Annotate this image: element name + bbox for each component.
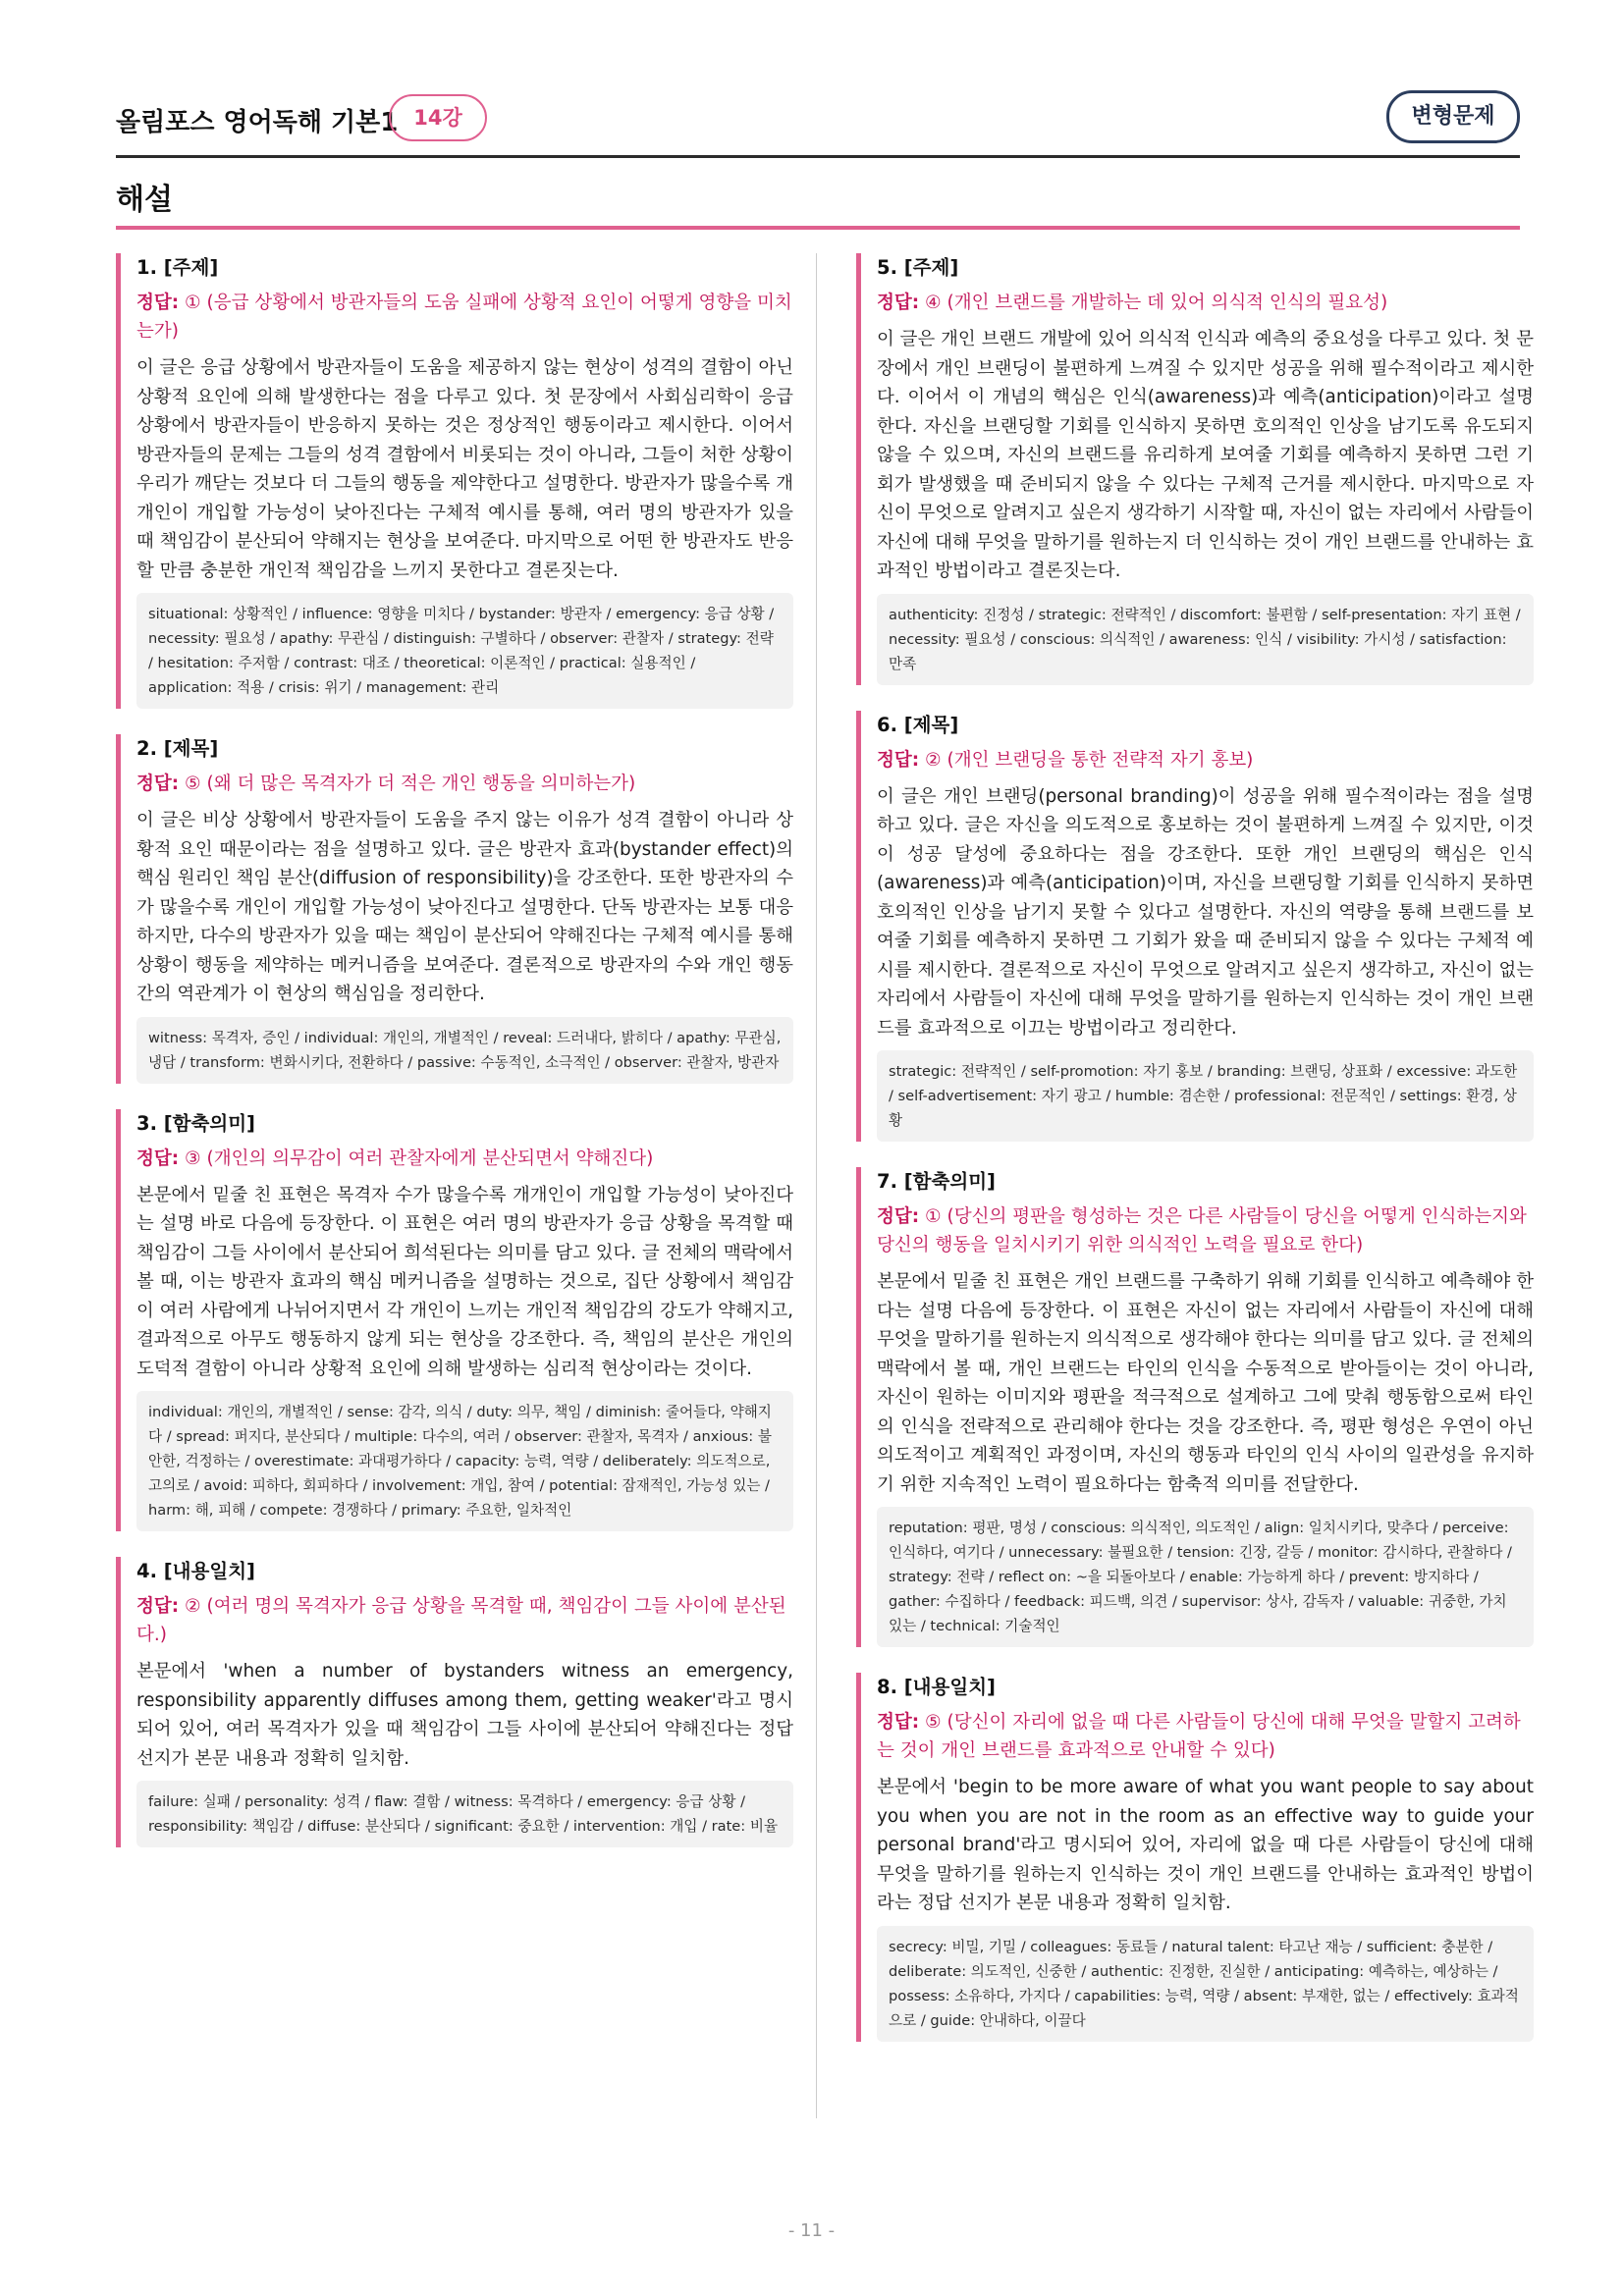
item-answer [136,1592,793,1649]
item-answer [877,1202,1534,1259]
page-number: - 11 - [787,2220,836,2241]
vocab-box: authenticity: 진정성 / strategic: 전략적인 / discomfort: 불편함 / self-presentation: 자기 표현 / necessity: 필요성 / conscious: 의식적인 / awareness: 인식 / visibility: 가시성 / satisfaction: 만족 [877,594,1534,685]
answer-label: 정답: [877,1712,920,1733]
answer-value: ① (당신의 평판을 형성하는 것은 다른 사람들이 당신을 어떻게 인식하는지와 당신의 행동을 일치시키기 위한 의식적인 노력을 필요로 한다) [877,1206,1527,1255]
answer-label: 정답: [136,774,180,794]
vocab-box: situational: 상황적인 / influence: 영향을 미치다 / bystander: 방관자 / emergency: 응급 상황 / necessity: 필요성 / apathy: 무관심 / distinguish: 구별하다 / observer: 관찰자 / strategy: 전략 / hesitation: 주저함 / contrast: 대조 / theoretical: 이론적인 / practical: 실용적인 / application: 적용 / crisis: 위기 / management: 관리 [136,593,793,709]
page-header [116,90,1520,147]
vocab-box: strategic: 전략적인 / self-promotion: 자기 홍보 / branding: 브랜딩, 상표화 / excessive: 과도한 / self-advertisement: 자기 광고 / humble: 겸손한 / professional: 전문적인 / settings: 환경, 상황 [877,1050,1534,1142]
question-item-5 [856,253,1534,685]
item-explanation: 이 글은 응급 상황에서 방관자들이 도움을 제공하지 않는 현상이 성격의 결함이 아닌 상황적 요인에 의해 발생한다는 점을 다루고 있다. 첫 문장에서 사회심리학이 응급 상황에서 방관자들이 반응하지 못하는 것은 정상적인 행동이라고 제시한다. 이어서 방관자들의 문제는 그들의 성격 결함에서 비롯되는 것이 아니라, 그들이 처한 상황이 우리가 깨닫는 것보다 더 그들의 행동을 제약한다고 설명한다. 방관자가 많을수록 개개인이 개입할 가능성이 낮아진다는 구체적 예시를 통해, 여러 명의 방관자가 있을 때 책임감이 분산되어 약해지는 현상을 보여준다. 마지막으로 어떤 한 방관자도 반응할 만큼 충분한 개인적 책임감을 느끼지 못한다고 결론짓는다. [136,357,793,581]
question-item-7 [856,1167,1534,1647]
item-heading: 6. [제목] [877,713,959,736]
item-explanation: 이 글은 개인 브랜딩(personal branding)이 성공을 위해 필수적이라는 점을 설명하고 있다. 글은 자신을 의도적으로 홍보하는 것이 불편하게 느껴질 수 있지만, 이것이 성공 달성에 중요하다는 점을 강조한다. 또한 개인 브랜딩의 핵심은 인식(awareness)과 예측(anticipation)이며, 자신을 브랜딩할 기회를 인식하지 못하면 호의적인 인상을 남기지 못할 수 있다고 설명한다. 자신의 역량을 통해 브랜드를 보여줄 기회를 예측하지 못하면 그 기회가 왔을 때 준비되지 않을 수 있다는 구체적 예시를 제시한다. 결론적으로 자신이 무엇으로 알려지고 싶은지 생각하고, 자신이 없는 자리에서 사람들이 자신에 대해 무엇을 말하기를 원하는지 인식하는 것이 개인 브랜드를 효과적으로 이끄는 방법이라고 정리한다. [877,785,1534,1039]
item-answer [877,1708,1534,1765]
answer-label: 정답: [877,749,920,771]
item-heading: 2. [제목] [136,737,219,760]
answer-value: ② (여러 명의 목격자가 응급 상황을 목격할 때, 책임감이 그들 사이에 분산된다.) [136,1596,786,1645]
answer-label: 정답: [136,1596,180,1617]
item-heading: 1. [주제] [136,256,219,279]
vocab-box: reputation: 평판, 명성 / conscious: 의식적인, 의도적인 / align: 일치시키다, 맞추다 / perceive: 인식하다, 여기다 / unnecessary: 불필요한 / tension: 긴장, 갈등 / monitor: 감시하다, 관찰하다 / strategy: 전략 / reflect on: ~을 되돌아보다 / enable: 가능하게 하다 / prevent: 방지하다 / gather: 수집하다 / feedback: 피드백, 의견 / supervisor: 상사, 감독자 / valuable: 귀중한, 가치 있는 / technical: 기술적인 [877,1507,1534,1647]
answer-label: 정답: [136,1148,180,1169]
vocab-box: individual: 개인의, 개별적인 / sense: 감각, 의식 / duty: 의무, 책임 / diminish: 줄어들다, 약해지다 / spread: 퍼지다, 분산되다 / multiple: 다수의, 여러 / observer: 관찰자, 목격자 / anxious: 불안한, 걱정하는 / overestimate: 과대평가하다 / capacity: 능력, 역량 / deliberately: 의도적으로, 고의로 / avoid: 피하다, 회피하다 / involvement: 개입, 참여 / potential: 잠재적인, 가능성 있는 / harm: 해, 피해 / compete: 경쟁하다 / primary: 주요한, 일차적인 [136,1391,793,1531]
question-item-3 [116,1109,793,1532]
item-answer [136,770,793,798]
question-item-1 [116,253,793,709]
answer-label: 정답: [877,1206,920,1227]
item-answer [877,289,1534,317]
answer-label: 정답: [877,293,920,313]
problem-type-badge: 변형문제 [1386,90,1520,143]
item-answer [877,746,1534,774]
item-explanation: 이 글은 비상 상황에서 방관자들이 도움을 주지 않는 이유가 성격 결함이 아니라 상황적 요인 때문이라는 점을 설명하고 있다. 글은 방관자 효과(bystander effect)의 핵심 원리인 책임 분산(diffusion of responsibility)을 강조한다. 또한 방관자의 수가 많을수록 개인이 개입할 가능성이 낮아진다고 설명한다. 단독 방관자는 보통 대응하지만, 다수의 방관자가 있을 때는 책임이 분산되어 약해진다는 구체적 예시를 통해 상황이 행동을 제약하는 메커니즘을 보여준다. 결론적으로 방관자의 수와 개인 행동 간의 역관계가 이 현상의 핵심임을 정리한다. [136,810,793,1004]
right-column [856,253,1534,2067]
vocab-box: witness: 목격자, 증인 / individual: 개인의, 개별적인 / reveal: 드러내다, 밝히다 / apathy: 무관심, 냉담 / transform: 변화시키다, 전환하다 / passive: 수동적인, 소극적인 / observer: 관찰자, 방관자 [136,1017,793,1084]
item-explanation: 본문에서 'when a number of bystanders witness an emergency, responsibility apparently diffuses among them, getting weaker'라고 명시되어 있어, 여러 목격자가 있을 때 책임감이 그들 사이에 분산되어 약해진다는 정답 선지가 본문 내용과 정확히 일치함. [136,1661,793,1769]
item-heading: 3. [함축의미] [136,1111,255,1135]
question-item-2 [116,734,793,1084]
item-explanation: 이 글은 개인 브랜드 개발에 있어 의식적 인식과 예측의 중요성을 다루고 있다. 첫 문장에서 개인 브랜딩이 불편하게 느껴질 수 있지만 성공을 위해 필수적이라고 제시한다. 이어서 이 개념의 핵심은 인식(awareness)과 예측(anticipation)이라고 설명한다. 자신을 브랜딩할 기회를 인식하지 못하면 호의적인 인상을 남기도록 유도되지 않을 수 있으며, 자신의 브랜드를 유리하게 보여줄 기회를 예측하지 못하면 그런 기회가 발생했을 때 준비되지 않을 수 있다는 구체적 근거를 제시한다. 마지막으로 자신이 무엇으로 알려지고 싶은지 생각하기 시작할 때, 자신이 없는 자리에서 사람들이 자신에 대해 무엇을 말하기를 원하는지 더 인식하는 것이 개인 브랜드를 안내하는 효과적인 방법이라고 결론짓는다. [877,329,1534,581]
item-heading: 5. [주제] [877,256,959,279]
section-title: 해설 [116,183,173,217]
column-divider [816,253,817,2118]
item-explanation: 본문에서 밑줄 친 표현은 개인 브랜드를 구축하기 위해 기회를 인식하고 예측해야 한다는 설명 다음에 등장한다. 이 표현은 자신이 없는 자리에서 사람들이 자신에 대해 무엇을 말하기를 원하는지 의식적으로 생각해야 한다는 의미를 담고 있다. 글 전체의 맥락에서 볼 때, 개인 브랜드는 타인의 인식을 수동적으로 받아들이는 것이 아니라, 자신이 원하는 이미지와 평판을 적극적으로 설계하고 그에 맞춰 행동함으로써 타인의 인식을 전략적으로 관리해야 한다는 것을 강조한다. 즉, 평판 형성은 우연이 아닌 의도적이고 계획적인 과정이며, 자신의 행동과 타인의 인식 사이의 일관성을 유지하기 위한 지속적인 노력이 필요하다는 함축적 의미를 전달한다. [877,1271,1534,1495]
answer-value: ① (응급 상황에서 방관자들의 도움 실패에 상황적 요인이 어떻게 영향을 미치는가) [136,293,792,342]
item-heading: 4. [내용일치] [136,1560,255,1582]
question-item-6 [856,711,1534,1143]
title-rule [116,226,1520,230]
answer-value: ③ (개인의 의무감이 여러 관찰자에게 분산되면서 약해진다) [185,1148,654,1169]
answer-value: ④ (개인 브랜드를 개발하는 데 있어 의식적 인식의 필요성) [925,293,1388,313]
lesson-badge: 14강 [389,94,487,141]
answer-label: 정답: [136,293,180,313]
question-item-8 [856,1673,1534,2042]
item-heading: 8. [내용일치] [877,1676,996,1698]
item-heading: 7. [함축의미] [877,1170,996,1193]
item-explanation: 본문에서 'begin to be more aware of what you want people to say about you when you are not in the room as an effective way to guide your personal brand'라고 명시되어 있어, 자리에 없을 때 다른 사람들이 당신에 대해 무엇을 말하기를 원하는지 인식하는 것이 개인 브랜드를 안내하는 효과적인 방법이라는 정답 선지가 본문 내용과 정확히 일치함. [877,1777,1534,1913]
left-column [116,253,793,1873]
vocab-box: failure: 실패 / personality: 성격 / flaw: 결함 / witness: 목격하다 / emergency: 응급 상황 / responsibility: 책임감 / diffuse: 분산되다 / significant: 중요한 / intervention: 개입 / rate: 비율 [136,1781,793,1847]
answer-value: ⑤ (왜 더 많은 목격자가 더 적은 개인 행동을 의미하는가) [185,774,636,794]
item-explanation: 본문에서 밑줄 친 표현은 목격자 수가 많을수록 개개인이 개입할 가능성이 낮아진다는 설명 바로 다음에 등장한다. 이 표현은 여러 명의 방관자가 응급 상황을 목격할 때 책임감이 그들 사이에서 분산되어 희석된다는 의미를 담고 있다. 글 전체의 맥락에서 볼 때, 이는 방관자 효과의 핵심 메커니즘을 설명하는 것으로, 집단 상황에서 책임감이 여러 사람에게 나뉘어지면서 각 개인이 느끼는 개인적 책임감의 강도가 약해지고, 결과적으로 아무도 행동하지 않게 되는 현상을 강조한다. 즉, 책임의 분산은 개인의 도덕적 결함이 아니라 상황적 요인에 의해 발생하는 심리적 현상이라는 것이다. [136,1184,793,1379]
book-title: 올림포스 영어독해 기본1 [116,108,399,137]
header-rule [116,155,1520,158]
item-answer [136,289,793,346]
answer-value: ② (개인 브랜딩을 통한 전략적 자기 홍보) [925,749,1254,771]
vocab-box: secrecy: 비밀, 기밀 / colleagues: 동료들 / natural talent: 타고난 재능 / sufficient: 충분한 / deliberate: 의도적인, 신중한 / authentic: 진정한, 진실한 / anticipating: 예측하는, 예상하는 / possess: 소유하다, 가지다 / capabilities: 능력, 역량 / absent: 부재한, 없는 / effectively: 효과적으로 / guide: 안내하다, 이끌다 [877,1926,1534,2042]
question-item-4 [116,1557,793,1847]
answer-value: ⑤ (당신이 자리에 없을 때 다른 사람들이 당신에 대해 무엇을 말할지 고려하는 것이 개인 브랜드를 효과적으로 안내할 수 있다) [877,1712,1521,1761]
item-answer [136,1145,793,1173]
